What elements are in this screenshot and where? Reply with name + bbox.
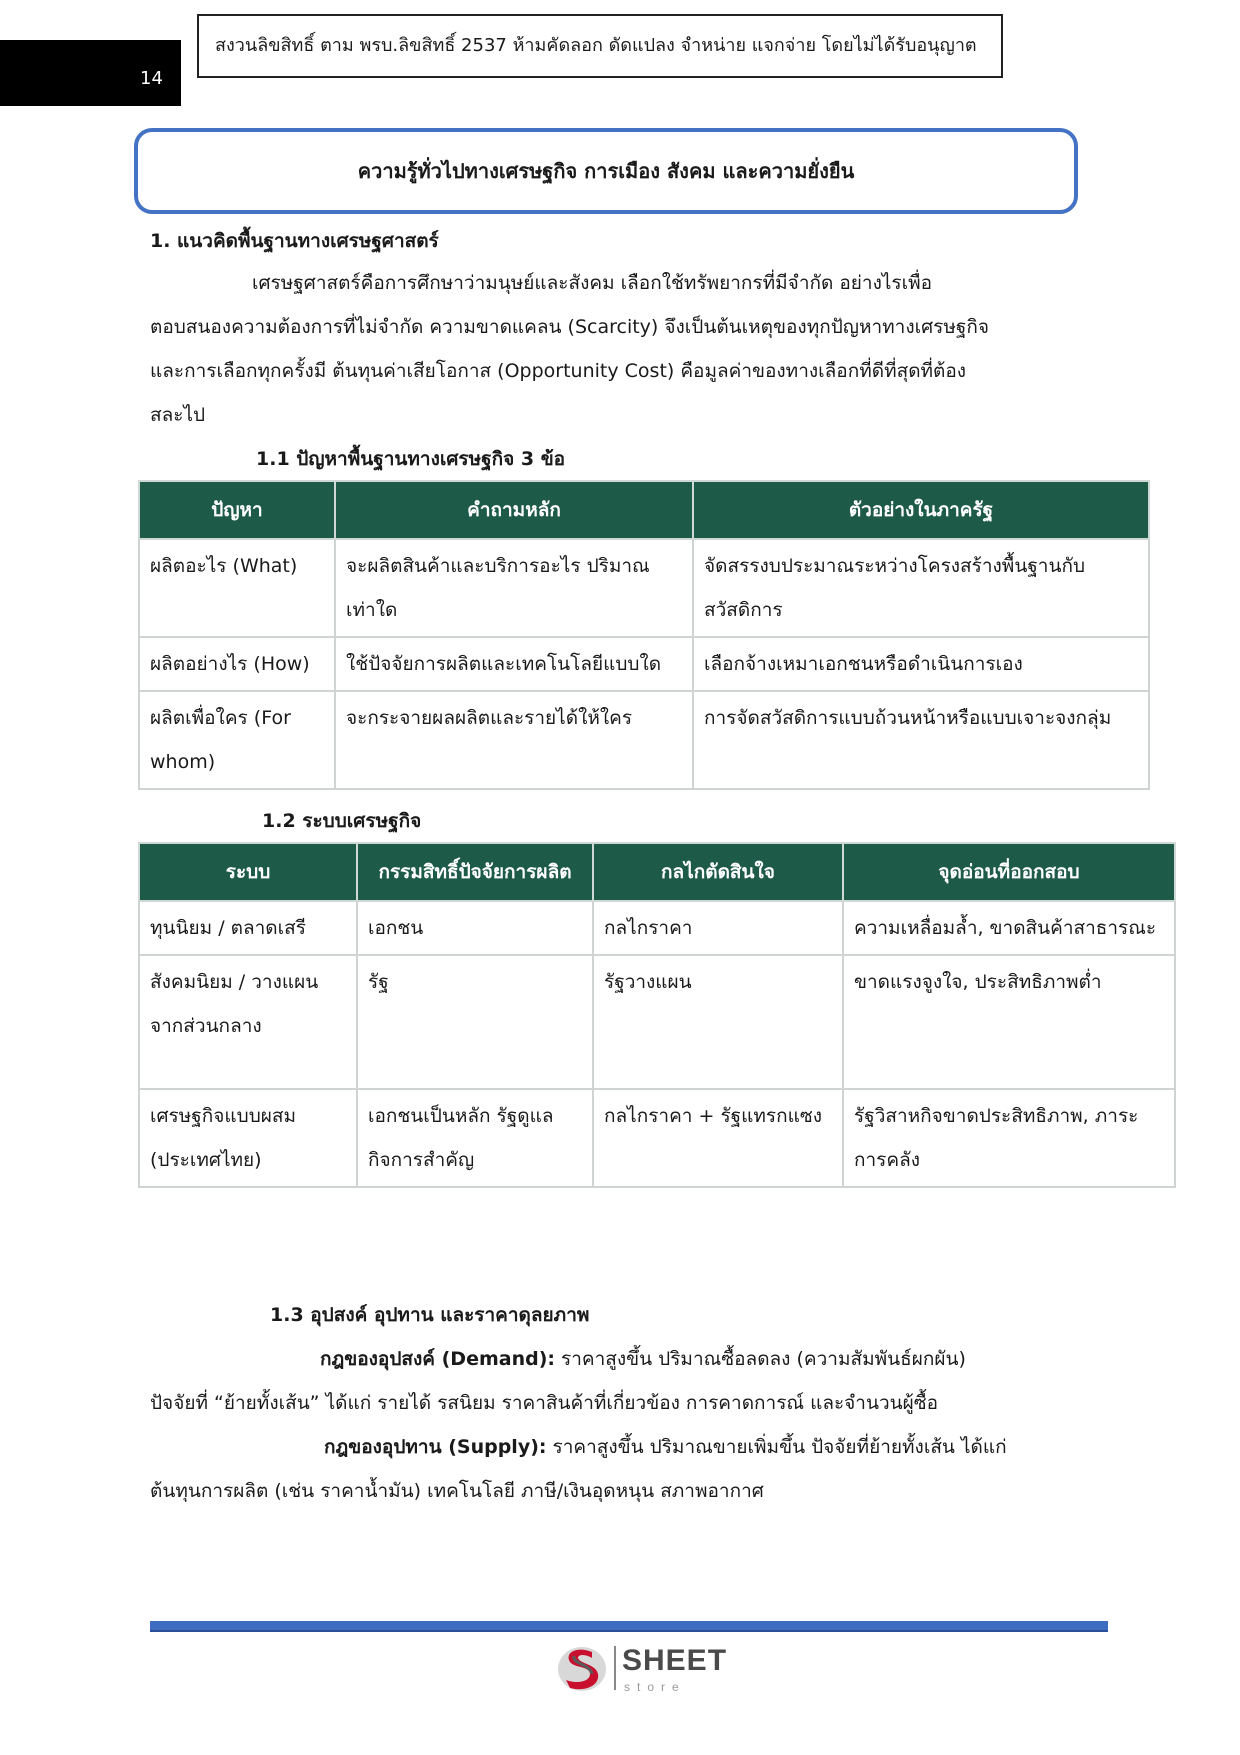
footer-divider: [150, 1621, 1108, 1632]
column-header: ปัญหา: [139, 481, 335, 539]
column-header: จุดอ่อนที่ออกสอบ: [843, 843, 1175, 901]
logo-separator: [614, 1646, 616, 1690]
table-row: [139, 539, 1149, 637]
paragraph-line: ต้นทุนการผลิต (เช่น ราคาน้ำมัน) เทคโนโลยี ภาษี/เงินอุดหนุน สภาพอากาศ: [150, 1480, 764, 1502]
column-header: กรรมสิทธิ์ปัจจัยการผลิต: [357, 843, 593, 901]
section-heading: 1. แนวคิดพื้นฐานทางเศรษฐศาสตร์: [150, 230, 439, 252]
table-cell: กลไกราคา + รัฐแทรกแซง: [593, 1089, 843, 1187]
table-cell: ความเหลื่อมล้ำ, ขาดสินค้าสาธารณะ: [843, 901, 1175, 955]
page-title: ความรู้ทั่วไปทางเศรษฐกิจ การเมือง สังคม และความยั่งยืน: [134, 128, 1078, 214]
column-header: ระบบ: [139, 843, 357, 901]
table-cell: ขาดแรงจูงใจ, ประสิทธิภาพต่ำ: [843, 955, 1175, 1089]
table-cell: เอกชน: [357, 901, 593, 955]
column-header: ตัวอย่างในภาครัฐ: [693, 481, 1149, 539]
table-cell: ผลิตอย่างไร (How): [139, 637, 335, 691]
table-cell: เอกชนเป็นหลัก รัฐดูแลกิจการสำคัญ: [357, 1089, 593, 1187]
table-cell: การจัดสวัสดิการแบบถ้วนหน้าหรือแบบเจาะจงกลุ่ม: [693, 691, 1149, 789]
column-header: กลไกตัดสินใจ: [593, 843, 843, 901]
table-cell: รัฐวางแผน: [593, 955, 843, 1089]
table-header-row: [139, 481, 1149, 539]
demand-label: กฎของอุปสงค์ (Demand):: [320, 1348, 555, 1370]
subsection-heading: 1.2 ระบบเศรษฐกิจ: [262, 810, 422, 832]
economic-systems-table: [138, 842, 1176, 1188]
table-row: [139, 691, 1149, 789]
table-cell: รัฐวิสาหกิจขาดประสิทธิภาพ, ภาระการคลัง: [843, 1089, 1175, 1187]
table-cell: สังคมนิยม / วางแผนจากส่วนกลาง: [139, 955, 357, 1089]
subsection-heading: 1.3 อุปสงค์ อุปทาน และราคาดุลยภาพ: [270, 1304, 590, 1326]
table-cell: เศรษฐกิจแบบผสม (ประเทศไทย): [139, 1089, 357, 1187]
logo-word: SHEET: [622, 1644, 728, 1677]
supply-law-line: [324, 1432, 1007, 1462]
paragraph-line: และการเลือกทุกครั้งมี ต้นทุนค่าเสียโอกาส (Opportunity Cost) คือมูลค่าของทางเลือกที่ดีที่สุดที่ต้อง: [150, 360, 967, 382]
paragraph-line: ตอบสนองความต้องการที่ไม่จำกัด ความขาดแคลน (Scarcity) จึงเป็นต้นเหตุของทุกปัญหาทางเศรษฐกิจ: [150, 316, 990, 338]
table-row: [139, 955, 1175, 1089]
subsection-heading: 1.1 ปัญหาพื้นฐานทางเศรษฐกิจ 3 ข้อ: [256, 448, 566, 470]
table-cell: จัดสรรงบประมาณระหว่างโครงสร้างพื้นฐานกับสวัสดิการ: [693, 539, 1149, 637]
sheet-logo-icon: [556, 1640, 608, 1694]
copyright-notice: สงวนลิขสิทธิ์ ตาม พรบ.ลิขสิทธิ์ 2537 ห้ามคัดลอก ดัดแปลง จำหน่าย แจกจ่าย โดยไม่ได้รับอนุญาต: [197, 14, 1003, 78]
demand-law-line: [320, 1344, 966, 1374]
table-cell: ใช้ปัจจัยการผลิตและเทคโนโลยีแบบใด: [335, 637, 693, 691]
demand-text: ราคาสูงขึ้น ปริมาณซื้อลดลง (ความสัมพันธ์ผกผัน): [554, 1348, 966, 1370]
paragraph-line: สละไป: [150, 404, 206, 426]
table-cell: ทุนนิยม / ตลาดเสรี: [139, 901, 357, 955]
logo-subtext: store: [624, 1680, 686, 1694]
table-header-row: [139, 843, 1175, 901]
basic-problems-table: [138, 480, 1150, 790]
table-cell: จะกระจายผลผลิตและรายได้ให้ใคร: [335, 691, 693, 789]
table-cell: ผลิตเพื่อใคร (For whom): [139, 691, 335, 789]
table-cell: จะผลิตสินค้าและบริการอะไร ปริมาณเท่าใด: [335, 539, 693, 637]
paragraph-line: เศรษฐศาสตร์คือการศึกษาว่ามนุษย์และสังคม เลือกใช้ทรัพยากรที่มีจำกัด อย่างไรเพื่อ: [252, 272, 933, 294]
sheet-store-logo: [556, 1640, 726, 1696]
table-cell: เลือกจ้างเหมาเอกชนหรือดำเนินการเอง: [693, 637, 1149, 691]
supply-label: กฎของอุปทาน (Supply):: [324, 1436, 547, 1458]
table-cell: กลไกราคา: [593, 901, 843, 955]
table-row: [139, 901, 1175, 955]
table-cell: รัฐ: [357, 955, 593, 1089]
table-row: [139, 1089, 1175, 1187]
paragraph-line: ปัจจัยที่ “ย้ายทั้งเส้น” ได้แก่ รายได้ รสนิยม ราคาสินค้าที่เกี่ยวข้อง การคาดการณ์ และจำนวนผู้ซื้อ: [150, 1392, 939, 1414]
column-header: คำถามหลัก: [335, 481, 693, 539]
table-cell: ผลิตอะไร (What): [139, 539, 335, 637]
page-number-box: [0, 40, 181, 106]
table-row: [139, 637, 1149, 691]
supply-text: ราคาสูงขึ้น ปริมาณขายเพิ่มขึ้น ปัจจัยที่ย้ายทั้งเส้น ได้แก่: [546, 1436, 1007, 1458]
page-number: 14: [140, 68, 163, 89]
